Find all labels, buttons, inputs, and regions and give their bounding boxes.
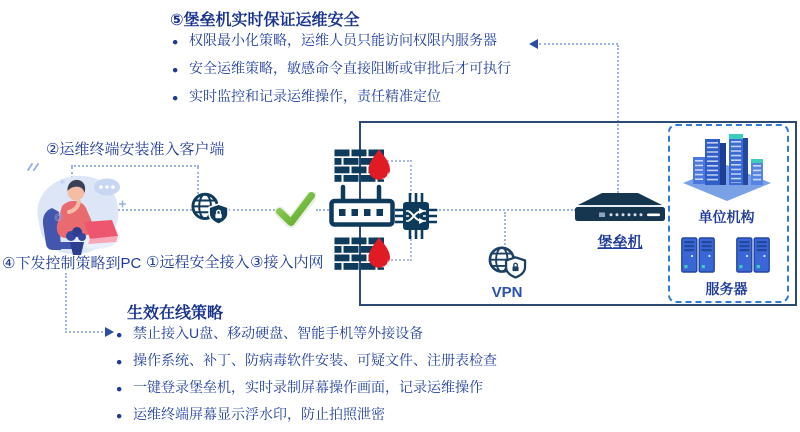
router-icon [329,184,395,228]
vpn-label: VPN [491,284,523,301]
top-bullet-list [172,31,511,115]
remote-operator-illustration [24,162,128,266]
dashed-connector [410,160,412,195]
bullet-item: ● 权限最小化策略，运维人员只能访问权限内服务器 [172,31,511,50]
top-block-title: ⑤堡垒机实时保证运维安全 [170,12,360,29]
bottom-bullet-list [116,324,497,432]
vpn-globe-shield-icon [487,245,527,283]
switch-chip-icon [395,193,437,239]
bottom-block-title: 生效在线策略 [127,305,224,322]
bullet-item: ● 安全运维策略，敏感命令直接阻断或审批后才可执行 [172,59,511,78]
organization-buildings-icon [679,128,775,204]
green-checkmark-icon [274,192,316,228]
step4-label: ④下发控制策略到PC [2,255,142,272]
dashed-connector [65,273,67,333]
dashed-connector [539,43,618,45]
dashed-connector [504,212,506,245]
step2-label: ②运维终端安装准入客户端 [46,141,225,158]
step3-label: ③接入内网 [250,254,324,271]
secure-access-globe-shield-icon [190,192,230,228]
bullet-item: ● 操作系统、补丁、防病毒软件安装、可疑文件、注册表检查 [116,351,497,370]
dashed-connector [436,209,576,211]
arrowhead-left-icon [529,39,538,49]
bullet-item: ● 禁止接入U盘、移动硬盘、智能手机等外接设备 [116,324,497,343]
firewall-brick-flame-icon [334,149,394,185]
servers-label: 服务器 [705,281,748,297]
bullet-item: ● 一键登录堡垒机，实时录制屏幕操作画面，记录运维操作 [116,378,497,397]
dashed-connector [228,209,275,211]
bullet-item: ● 运维终端屏幕显示浮水印，防止拍照泄密 [116,405,497,424]
organization-label: 单位机构 [698,209,755,225]
svg-text:@: @ [54,212,64,222]
arrowhead-right-icon [105,327,114,337]
bastion-label: 堡垒机 [597,234,643,251]
server-rack-icon [736,236,770,274]
dashed-connector [65,331,107,333]
firewall-brick-flame-icon [334,237,394,273]
server-rack-icon [681,236,715,274]
step1-label: ①远程安全接入 [146,254,250,271]
bastion-appliance-icon [572,192,668,224]
dashed-connector [410,236,412,261]
bullet-item: ● 实时监控和记录运维操作，责任精准定位 [172,87,511,106]
dashed-connector [197,167,199,194]
